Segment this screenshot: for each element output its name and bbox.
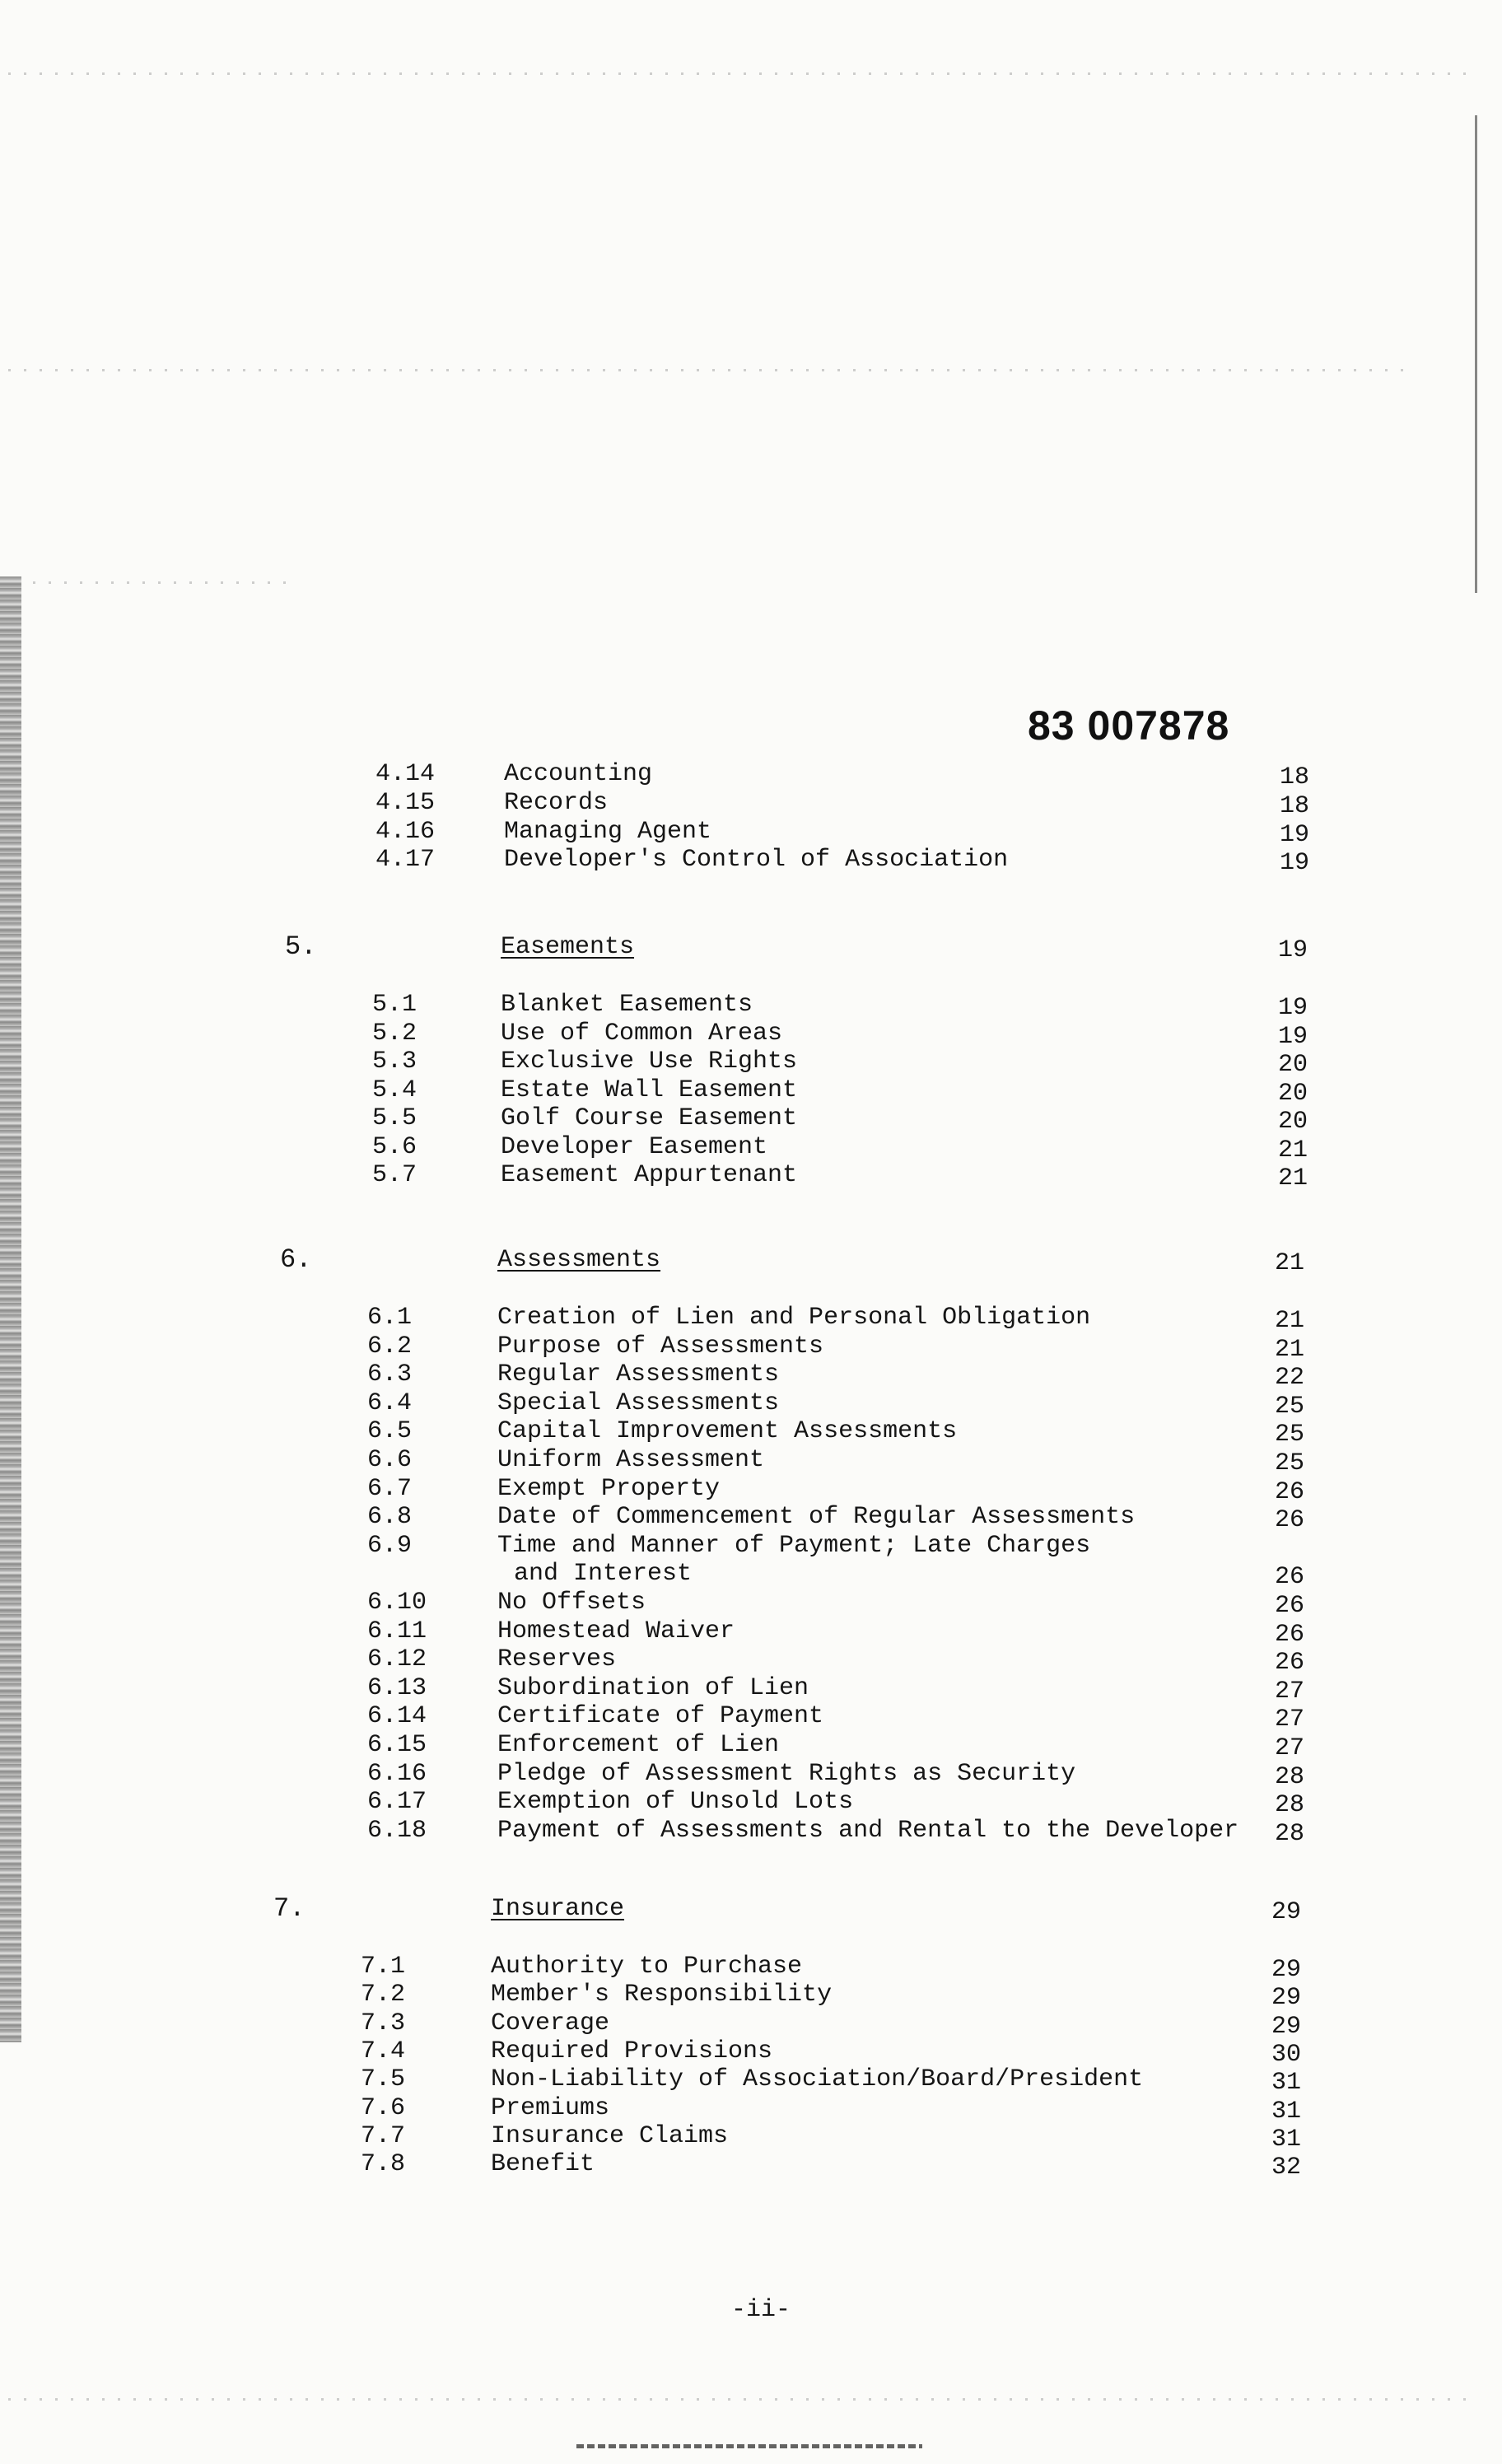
scan-edge-left bbox=[0, 576, 21, 2042]
toc-entry-number: 6.9 bbox=[367, 1531, 413, 1560]
section-number: 5. bbox=[285, 931, 317, 962]
toc-entry-page-number: 31 bbox=[1271, 2097, 1302, 2126]
toc-entry-page-number: 26 bbox=[1275, 1477, 1305, 1506]
toc-entry-page-number: 29 bbox=[1271, 2012, 1302, 2041]
scan-speckle-mid bbox=[8, 369, 1408, 371]
toc-entry-number: 6.8 bbox=[367, 1503, 413, 1532]
toc-entry-number: 7.4 bbox=[361, 2037, 406, 2065]
toc-entry-title: Reserves bbox=[497, 1645, 617, 1674]
toc-entry-page-number: 32 bbox=[1271, 2154, 1302, 2182]
toc-entry-title: Uniform Assessment bbox=[497, 1446, 765, 1474]
scan-speckle-top bbox=[8, 72, 1474, 75]
toc-entry-page-number: 18 bbox=[1280, 791, 1310, 820]
section-page-number: 29 bbox=[1271, 1898, 1302, 1926]
toc-entry-number: 7.7 bbox=[361, 2121, 406, 2150]
toc-entry-title: Coverage bbox=[491, 2009, 610, 2037]
toc-entry-page-number: 20 bbox=[1278, 1079, 1308, 1108]
toc-entry-page-number: 20 bbox=[1278, 1051, 1308, 1079]
scan-speckle-header bbox=[33, 581, 296, 584]
toc-entry-page-number: 19 bbox=[1278, 1022, 1308, 1051]
toc-entry-number: 6.16 bbox=[367, 1759, 427, 1788]
toc-entry-page-number: 20 bbox=[1278, 1108, 1308, 1136]
toc-entry-title: Exempt Property bbox=[497, 1474, 721, 1503]
toc-entry-page-number: 26 bbox=[1275, 1563, 1305, 1592]
toc-entry-number: 5.3 bbox=[372, 1048, 417, 1076]
toc-entry-number: 6.15 bbox=[367, 1731, 427, 1759]
toc-entry-title: Capital Improvement Assessments bbox=[497, 1417, 958, 1446]
toc-entry-number: 5.4 bbox=[372, 1076, 417, 1104]
section-title: Insurance bbox=[491, 1895, 625, 1923]
toc-entry-page-number: 26 bbox=[1275, 1620, 1305, 1649]
toc-entry-title: Estate Wall Easement bbox=[501, 1076, 798, 1104]
toc-entry-title-continued: and Interest bbox=[514, 1560, 693, 1589]
toc-entry-title: Time and Manner of Payment; Late Charges bbox=[497, 1531, 1091, 1560]
toc-entry-title: Records bbox=[504, 788, 609, 817]
toc-entry-page-number: 18 bbox=[1280, 763, 1310, 791]
toc-entry-page-number: 27 bbox=[1275, 1677, 1305, 1706]
toc-entry-number: 7.3 bbox=[361, 2009, 406, 2037]
toc-entry-number: 4.16 bbox=[376, 817, 436, 846]
toc-entry-title: Managing Agent bbox=[504, 817, 712, 846]
toc-entry-number: 5.5 bbox=[372, 1104, 417, 1132]
toc-entry-number: 6.6 bbox=[367, 1446, 413, 1474]
toc-entry-title: Developer's Control of Association bbox=[504, 846, 1009, 875]
toc-entry-number: 4.14 bbox=[376, 760, 436, 788]
toc-entry-title: Easement Appurtenant bbox=[501, 1161, 798, 1189]
toc-entry-page-number: 31 bbox=[1271, 2069, 1302, 2098]
toc-entry-title: Subordination of Lien bbox=[497, 1673, 809, 1702]
toc-entry-title: Creation of Lien and Personal Obligation bbox=[497, 1304, 1091, 1332]
toc-entry-title: Golf Course Easement bbox=[501, 1104, 798, 1132]
toc-entry-number: 6.12 bbox=[367, 1645, 427, 1674]
toc-entry-page-number: 28 bbox=[1275, 1762, 1305, 1791]
toc-entry-page-number: 21 bbox=[1278, 1164, 1308, 1192]
toc-entry-title: Regular Assessments bbox=[497, 1360, 780, 1389]
toc-entry-title: Member's Responsibility bbox=[491, 1981, 833, 2009]
toc-entry-number: 6.17 bbox=[367, 1788, 427, 1817]
toc-entry-title: Date of Commencement of Regular Assessments bbox=[497, 1503, 1136, 1532]
toc-entry-number: 6.10 bbox=[367, 1589, 427, 1617]
toc-entry-number: 4.17 bbox=[376, 846, 436, 875]
toc-entry-number: 5.7 bbox=[372, 1161, 417, 1189]
toc-entry-title: Accounting bbox=[504, 760, 653, 788]
toc-entry-page-number: 25 bbox=[1275, 1449, 1305, 1477]
section-title: Easements bbox=[501, 933, 635, 961]
toc-entry-title: Homestead Waiver bbox=[497, 1617, 735, 1645]
toc-entry-title: Benefit bbox=[491, 2150, 595, 2179]
toc-entry-page-number: 27 bbox=[1275, 1706, 1305, 1734]
toc-entry-number: 6.2 bbox=[367, 1332, 413, 1360]
toc-entry-title: Authority to Purchase bbox=[491, 1953, 803, 1981]
toc-entry-number: 7.5 bbox=[361, 2065, 406, 2094]
toc-entry-page-number: 26 bbox=[1275, 1592, 1305, 1620]
toc-entry-page-number: 31 bbox=[1271, 2125, 1302, 2154]
toc-entry-page-number: 25 bbox=[1275, 1421, 1305, 1449]
toc-entry-page-number: 30 bbox=[1271, 2040, 1302, 2069]
toc-entry-page-number: 26 bbox=[1275, 1506, 1305, 1535]
toc-entry-number: 6.18 bbox=[367, 1816, 427, 1845]
toc-entry-number: 6.14 bbox=[367, 1702, 427, 1731]
toc-entry-title: Developer Easement bbox=[501, 1132, 768, 1161]
toc-entry-number: 6.4 bbox=[367, 1388, 413, 1417]
toc-entry-page-number: 28 bbox=[1275, 1819, 1305, 1848]
toc-entry-number: 6.5 bbox=[367, 1417, 413, 1446]
scan-edge-right bbox=[1475, 115, 1477, 593]
toc-entry-title: No Offsets bbox=[497, 1589, 646, 1617]
toc-entry-number: 6.13 bbox=[367, 1673, 427, 1702]
scan-bottom-mark bbox=[576, 2444, 922, 2448]
section-page-number: 21 bbox=[1275, 1249, 1305, 1277]
toc-entry-title: Pledge of Assessment Rights as Security bbox=[497, 1759, 1076, 1788]
document-number-stamp: 83 007878 bbox=[1028, 702, 1230, 749]
toc-entry-title: Exemption of Unsold Lots bbox=[497, 1788, 854, 1817]
toc-entry-number: 7.2 bbox=[361, 1981, 406, 2009]
toc-entry-number: 6.7 bbox=[367, 1474, 413, 1503]
toc-entry-page-number: 29 bbox=[1271, 1984, 1302, 2013]
toc-entry-number: 5.6 bbox=[372, 1132, 417, 1161]
section-title: Assessments bbox=[497, 1246, 661, 1274]
toc-entry-number: 6.11 bbox=[367, 1617, 427, 1645]
toc-entry-title: Purpose of Assessments bbox=[497, 1332, 824, 1360]
toc-entry-number: 5.1 bbox=[372, 991, 417, 1019]
toc-entry-page-number: 26 bbox=[1275, 1649, 1305, 1678]
toc-entry-page-number: 19 bbox=[1280, 849, 1310, 878]
toc-entry-title: Blanket Easements bbox=[501, 991, 753, 1019]
toc-entry-page-number: 21 bbox=[1275, 1307, 1305, 1335]
toc-entry-title: Exclusive Use Rights bbox=[501, 1048, 798, 1076]
toc-entry-title: Non-Liability of Association/Board/President bbox=[491, 2065, 1144, 2094]
toc-entry-number: 4.15 bbox=[376, 788, 436, 817]
toc-entry-title: Use of Common Areas bbox=[501, 1019, 783, 1048]
toc-entry-number: 5.2 bbox=[372, 1019, 417, 1048]
toc-entry-page-number: 21 bbox=[1275, 1335, 1305, 1364]
toc-entry-page-number: 29 bbox=[1271, 1956, 1302, 1984]
toc-entry-page-number: 28 bbox=[1275, 1791, 1305, 1820]
scan-speckle-bottom bbox=[8, 2398, 1474, 2401]
toc-entry-page-number: 25 bbox=[1275, 1392, 1305, 1421]
toc-entry-page-number: 22 bbox=[1275, 1364, 1305, 1393]
toc-entry-title: Required Provisions bbox=[491, 2037, 773, 2065]
toc-entry-title: Enforcement of Lien bbox=[497, 1731, 780, 1759]
toc-entry-title: Insurance Claims bbox=[491, 2121, 729, 2150]
toc-entry-title: Special Assessments bbox=[497, 1388, 780, 1417]
toc-entry-page-number: 27 bbox=[1275, 1734, 1305, 1762]
section-number: 6. bbox=[280, 1244, 312, 1275]
toc-entry-title: Payment of Assessments and Rental to the Developer bbox=[497, 1816, 1239, 1845]
section-number: 7. bbox=[273, 1893, 306, 1924]
toc-entry-page-number: 21 bbox=[1278, 1136, 1308, 1164]
section-page-number: 19 bbox=[1278, 936, 1308, 964]
toc-entry-page-number: 19 bbox=[1280, 820, 1310, 849]
toc-entry-title: Premiums bbox=[491, 2093, 610, 2122]
toc-entry-title: Certificate of Payment bbox=[497, 1702, 824, 1731]
toc-entry-number: 7.8 bbox=[361, 2150, 406, 2179]
toc-entry-number: 7.6 bbox=[361, 2093, 406, 2122]
toc-entry-number: 7.1 bbox=[361, 1953, 406, 1981]
toc-entry-page-number: 19 bbox=[1278, 994, 1308, 1022]
toc-entry-number: 6.3 bbox=[367, 1360, 413, 1389]
toc-entry-number: 6.1 bbox=[367, 1304, 413, 1332]
page-number: -ii- bbox=[731, 2296, 791, 2324]
